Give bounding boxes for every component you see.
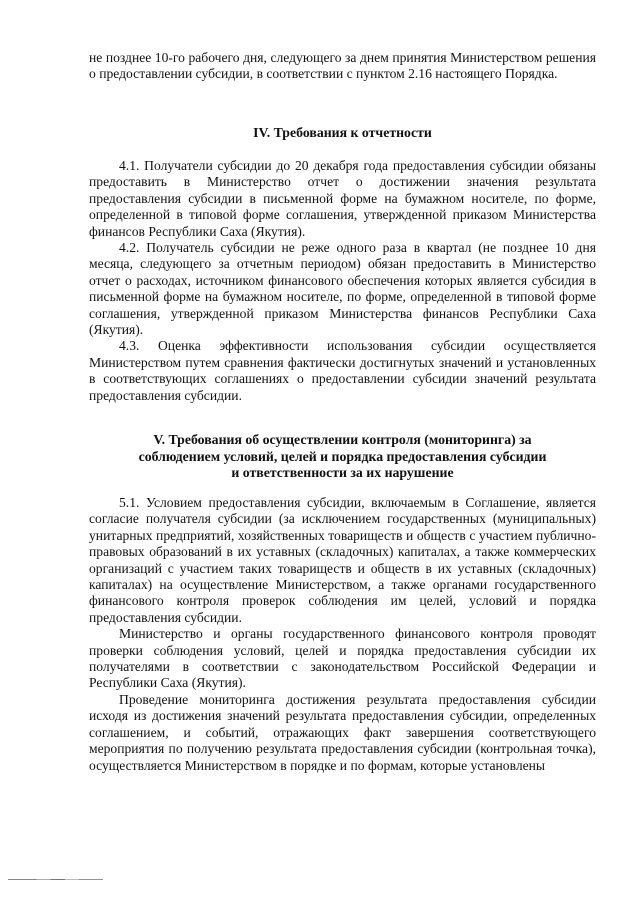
continuation-paragraph: не позднее 10-го рабочего дня, следующего за днем принятия Министерством решения о предоставлении субсидии, в соответствии с пунктом 2.16 настоящего Порядка. bbox=[89, 50, 596, 82]
paragraph-5-3: Проведение мониторинга достижения результата предоставления субсидии исходя из достижения значений результата предоставления субсидии, определенных соглашением, и событий, отражающих факт завершения соответствующего мероприятия по получению результата предоставления субсидии (контрольная точка), осуществляется Министерством в порядке и по формам, которые установлены bbox=[89, 691, 596, 773]
scan-artifact-line bbox=[8, 879, 103, 880]
paragraph-5-2: Министерство и органы государственного финансового контроля проводят проверки соблюдения условий, целей и порядка предоставления субсидии их получателями в соответствии с законодательством Российской Федерации и Республики Саха (Якутия). bbox=[89, 626, 596, 691]
section-4-body bbox=[89, 158, 596, 404]
paragraph-4-1: 4.1. Получатели субсидии до 20 декабря года предоставления субсидии обязаны предоставить в Министерство отчет о достижении значения результата предоставления субсидии в письменной форме на бумажном носителе, по форме, определенной в типовой форме соглашения, утвержденной приказом Министерства финансов Республики Саха (Якутия). bbox=[89, 158, 596, 239]
section-5-body bbox=[89, 495, 596, 774]
paragraph-5-1: 5.1. Условием предоставления субсидии, включаемым в Соглашение, является согласие получателя субсидии (за исключением государственных (муниципальных) унитарных предприятий, хозяйственных товариществ и обществ с участием публично-правовых образований в их уставных (складочных) капиталах, а также коммерческих организаций с участием таких товариществ и обществ в их уставных (складочных) капиталах) на осуществление Министерством, а также органами государственного финансового контроля проверок соблюдения им целей, условий и порядка предоставления субсидии. bbox=[89, 495, 596, 625]
paragraph-4-2: 4.2. Получатель субсидии не реже одного раза в квартал (не позднее 10 дня месяца, следующего за отчетным периодом) обязан предоставить в Министерство отчет о расходах, источником финансового обеспечения которых является субсидия в письменной форме на бумажном носителе, по форме, определенной в типовой форме соглашения, утвержденной приказом Министерства финансов Республики Саха (Якутия). bbox=[89, 240, 596, 338]
continuation-text-block bbox=[89, 50, 596, 83]
section-5-title bbox=[89, 432, 596, 482]
section-5-title-line-3: и ответственности за их нарушение bbox=[231, 465, 454, 481]
section-4-title: IV. Требования к отчетности bbox=[253, 125, 432, 140]
paragraph-4-3: 4.3. Оценка эффективности использования субсидии осуществляется Министерством путем сравнения фактически достигнутых значений и установленных в соответствующих соглашениях о предоставлении субсидии значений результата предоставления субсидии. bbox=[89, 338, 596, 403]
section-5-title-line-1: V. Требования об осуществлении контроля (мониторинга) за bbox=[153, 432, 532, 447]
section-5-title-line-2: соблюдением условий, целей и порядка предоставления субсидии bbox=[138, 448, 547, 464]
